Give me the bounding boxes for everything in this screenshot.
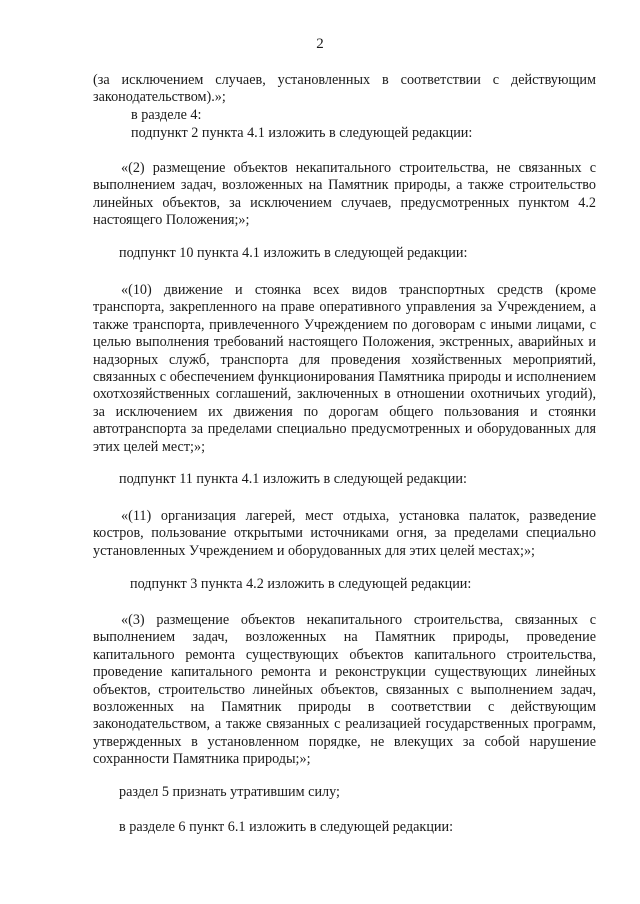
instruction-subitem-10: подпункт 10 пункта 4.1 изложить в следующей редакции: [119,245,468,261]
quoted-subitem-11: «(11) организация лагерей, мест отдыха, установка палаток, разведение костров, пользование открытыми источниками огня, за пределами специально установленных Учреждением и оборудованных для этих целей местах;»; [93,508,596,559]
quoted-subitem-3: «(3) размещение объектов некапитального строительства, связанных с выполнением задач, возложенных на Памятник природы, проведение капитального ремонта существующих объектов капитального строительства, проведение капитального ремонта и реконструкции существующих линейных объектов, строительство линейных объектов, связанных с выполнением задач, возложенных на Памятник природы в соответствии с действующим законодательством, а также связанных с реализацией государственных программ, утвержденных в установленном порядке, не влекущих за собой нарушение сохранности Памятника природы;»; [93,612,596,768]
instruction-subitem-3: подпункт 3 пункта 4.2 изложить в следующей редакции: [130,576,472,592]
instruction-section-6: в разделе 6 пункт 6.1 изложить в следующей редакции: [119,819,454,835]
section-4-heading: в разделе 4: [131,107,202,123]
instruction-subitem-2: подпункт 2 пункта 4.1 изложить в следующей редакции: [131,125,473,141]
quoted-subitem-10: «(10) движение и стоянка всех видов транспортных средств (кроме транспорта, закрепленного на праве оперативного управления за Учреждением, а также транспорта, привлеченного Учреждением по договорам с иными лицами, с целью выполнения требований настоящего Положения, экстренных, аварийных и надзорных служб, транспорта для проведения хозяйственных мероприятий, связанных с обеспечением функционирования Памятника природы и исполнением охотхозяйственных соглашений, заключенных в отношении охотничьих угодий), за исключением их движения по дорогам общего пользования и стоянки автотранспорта за пределами специально предусмотренных и оборудованных для этих целей мест;»; [93,282,596,455]
section-5-repeal: раздел 5 признать утратившим силу; [119,784,340,800]
page-number: 2 [316,36,324,52]
instruction-subitem-11: подпункт 11 пункта 4.1 изложить в следующей редакции: [119,471,467,487]
quoted-subitem-2: «(2) размещение объектов некапитального строительства, не связанных с выполнением задач, возложенных на Памятник природы, а также строительство линейных объектов, за исключением случаев, предусмотренных пунктом 4.2 настоящего Положения;»; [93,160,596,229]
paragraph-continuation: (за исключением случаев, установленных в соответствии с действующим законодательством).»; [93,72,596,106]
